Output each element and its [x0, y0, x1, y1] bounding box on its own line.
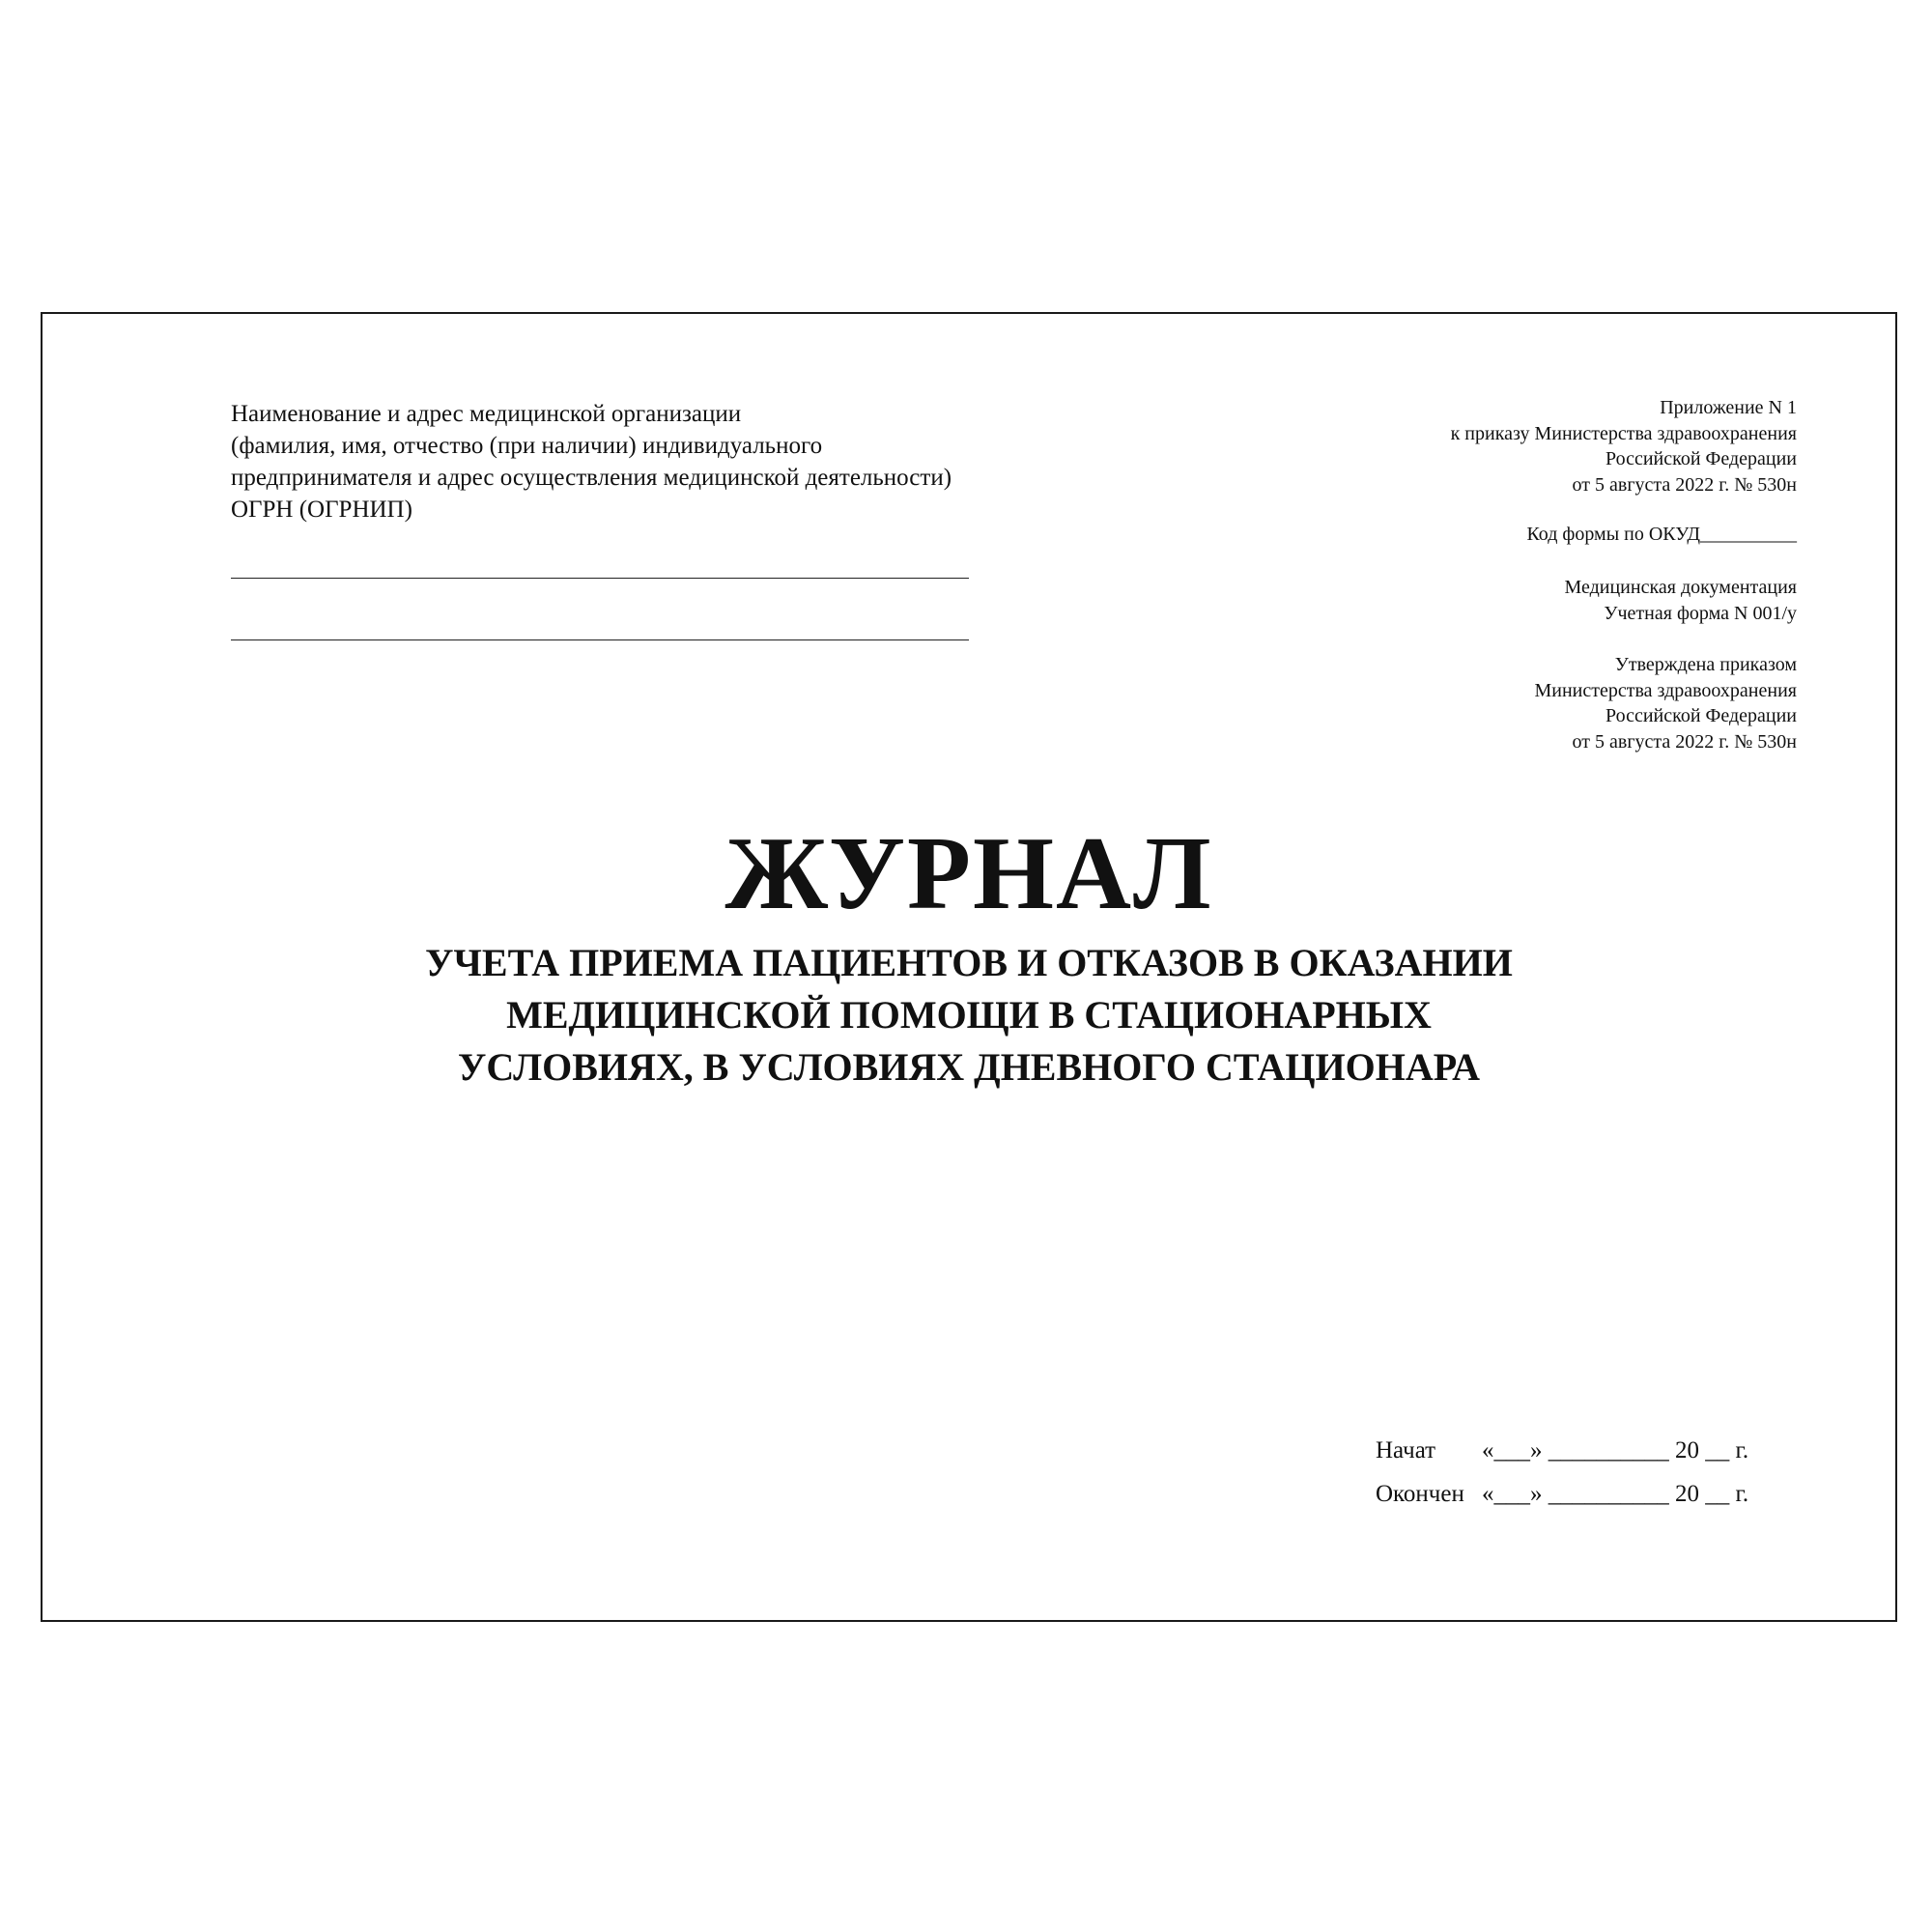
- approval-line: Утверждена приказом: [1614, 654, 1797, 675]
- subtitle-line: МЕДИЦИНСКОЙ ПОМОЩИ В СТАЦИОНАРНЫХ: [506, 993, 1432, 1037]
- okud-code: [1526, 522, 1797, 548]
- organization-info: [231, 398, 1100, 526]
- appendix-line: к приказу Министерства здравоохранения: [1450, 422, 1797, 444]
- end-date-value: «___» __________ 20 __ г.: [1482, 1481, 1749, 1507]
- organization-fill-line: [231, 578, 969, 579]
- meddoc-line: Учетная форма N 001/у: [1604, 602, 1797, 624]
- organization-info-line: предпринимателя и адрес осуществления медицинской деятельности): [231, 465, 952, 491]
- approval-line: от 5 августа 2022 г. № 530н: [1572, 730, 1797, 753]
- approval-line: Министерства здравоохранения: [1534, 679, 1797, 701]
- document-subtitle: [43, 937, 1895, 1094]
- appendix-line: Приложение N 1: [1660, 397, 1797, 418]
- journal-cover-sheet: [41, 312, 1897, 1622]
- end-date-row: [1376, 1472, 1748, 1516]
- document-title: ЖУРНАЛ: [724, 816, 1213, 931]
- meddoc-line: Медицинская документация: [1564, 577, 1797, 598]
- approval-line: Российской Федерации: [1605, 705, 1797, 726]
- subtitle-line: УСЛОВИЯХ, В УСЛОВИЯХ ДНЕВНОГО СТАЦИОНАРА: [458, 1045, 1480, 1089]
- appendix-line: от 5 августа 2022 г. № 530н: [1572, 473, 1797, 496]
- organization-info-line: (фамилия, имя, отчество (при наличии) индивидуального: [231, 433, 823, 459]
- medical-documentation-note: [1564, 575, 1797, 626]
- start-date-row: [1376, 1429, 1748, 1472]
- appendix-note: [1451, 395, 1797, 497]
- appendix-line: Российской Федерации: [1605, 448, 1797, 469]
- organization-fill-line: [231, 639, 969, 640]
- start-date-label: Начат: [1376, 1437, 1436, 1463]
- organization-info-line: ОГРН (ОГРНИП): [231, 497, 412, 523]
- journal-dates: [1376, 1429, 1748, 1516]
- okud-code-line: Код формы по ОКУД__________: [1526, 524, 1797, 545]
- approval-note: [1534, 652, 1797, 754]
- subtitle-line: УЧЕТА ПРИЕМА ПАЦИЕНТОВ И ОТКАЗОВ В ОКАЗАНИИ: [425, 941, 1513, 984]
- end-date-label: Окончен: [1376, 1481, 1464, 1507]
- start-date-value: «___» __________ 20 __ г.: [1482, 1437, 1749, 1463]
- organization-info-line: Наименование и адрес медицинской организации: [231, 401, 742, 427]
